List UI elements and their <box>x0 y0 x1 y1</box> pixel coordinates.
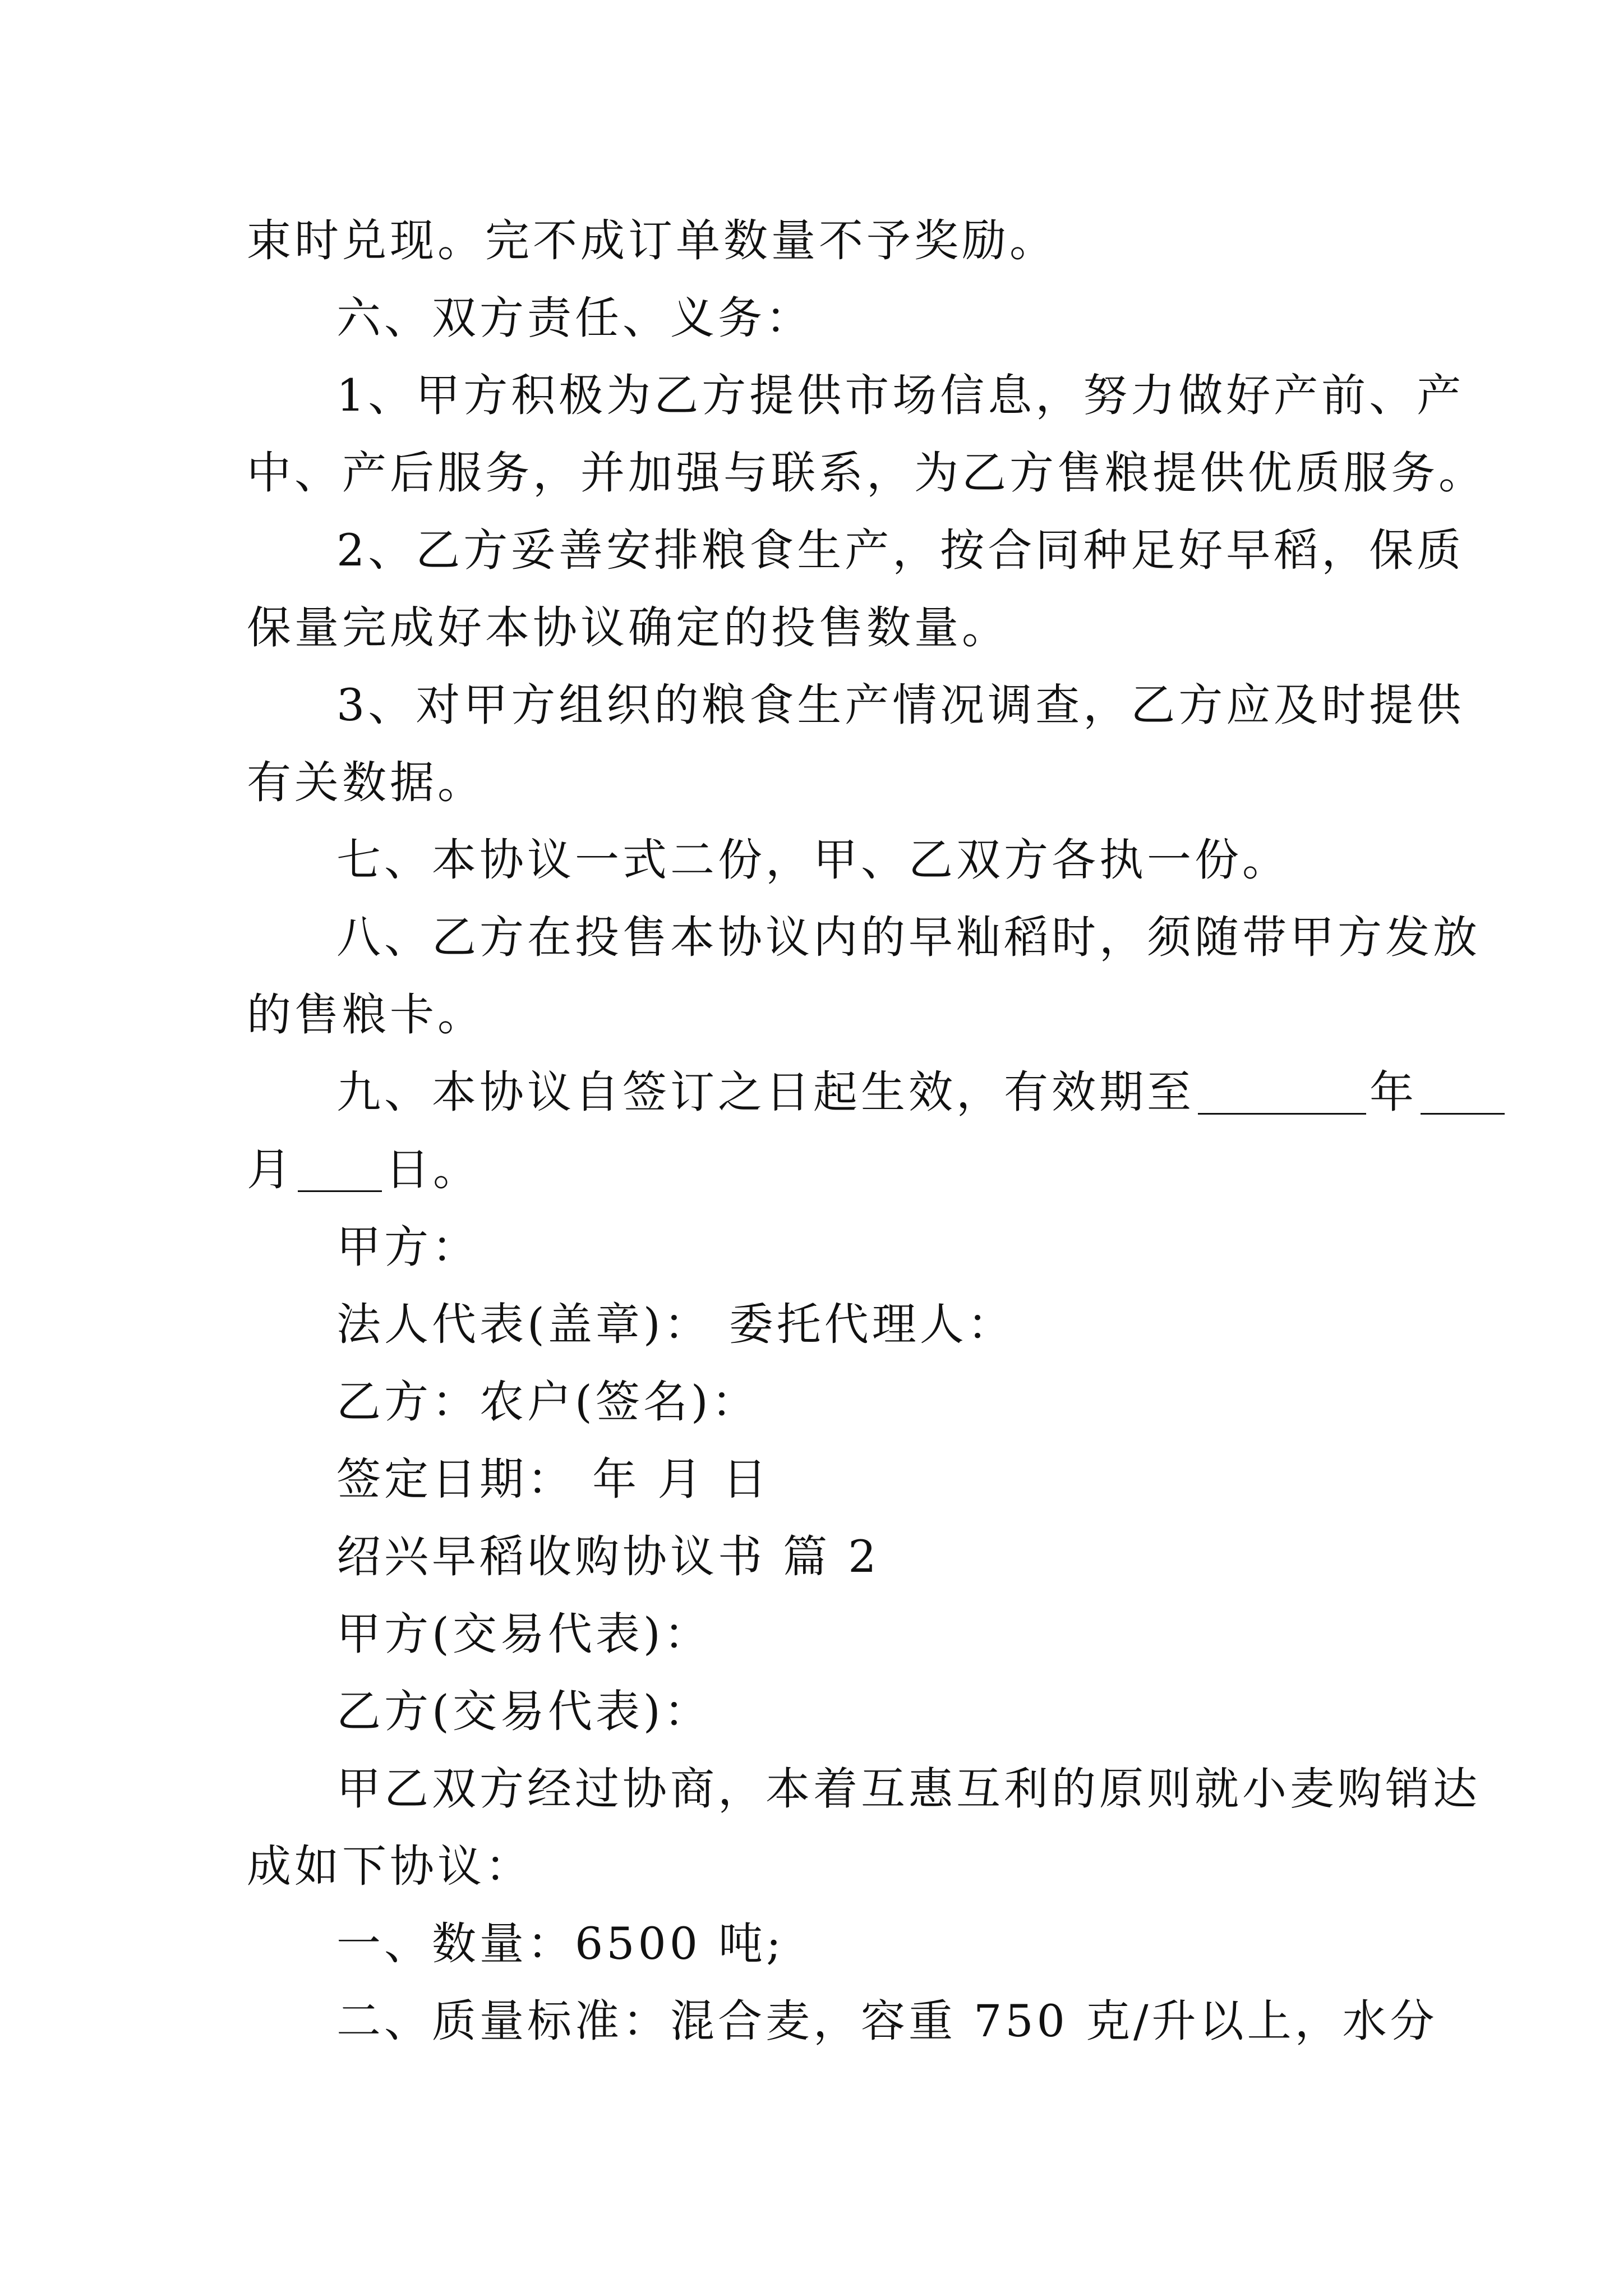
paragraph-line: 中、产后服务，并加强与联系，为乙方售粮提供优质服务。 <box>247 447 1486 499</box>
paragraph-line: 2、乙方妥善安排粮食生产，按合同种足好早稻，保质 <box>336 524 1465 576</box>
paragraph-line: 3、对甲方组织的粮食生产情况调查，乙方应及时提供 <box>336 679 1465 731</box>
quality-clause: 二、质量标准：混合麦，容重 750 克/升以上，水分 <box>336 1995 1438 2047</box>
validity-line-cont <box>247 1144 481 1195</box>
party-b-label: 乙方：农户(签名)： <box>336 1376 759 1428</box>
section-heading: 六、双方责任、义务： <box>336 292 813 344</box>
paragraph-line: 的售粮卡。 <box>247 989 485 1041</box>
paragraph-line: 束时兑现。完不成订单数量不予奖励。 <box>247 215 1057 266</box>
paragraph-line: 有关数据。 <box>247 757 485 808</box>
month-label: 月 <box>247 1144 294 1195</box>
validity-line <box>336 1066 1508 1118</box>
year-blank <box>1198 1074 1366 1115</box>
paragraph-line: 保量完成好本协议确定的投售数量。 <box>247 602 1009 654</box>
section-heading: 八、乙方在投售本协议内的早籼稻时，须随带甲方发放 <box>336 912 1481 963</box>
section-heading: 七、本协议一式二份，甲、乙双方各执一份。 <box>336 834 1290 886</box>
legal-rep-line: 法人代表(盖章)： 委托代理人： <box>336 1299 1015 1350</box>
day-blank <box>298 1151 382 1192</box>
day-label: 日。 <box>385 1144 481 1195</box>
month-blank <box>1421 1074 1505 1115</box>
paragraph-line: 1、甲方积极为乙方提供市场信息，努力做好产前、产 <box>336 370 1465 421</box>
year-label: 年 <box>1370 1066 1417 1118</box>
party-a-label: 甲方： <box>336 1221 479 1273</box>
validity-text: 九、本协议自签订之日起生效，有效期至 <box>336 1066 1195 1118</box>
sign-date-line: 签定日期： 年 月 日 <box>336 1453 771 1505</box>
paragraph-line: 成如下协议： <box>247 1841 533 1892</box>
party-a-rep: 甲方(交易代表)： <box>336 1608 712 1660</box>
quantity-clause: 一、数量：6500 吨; <box>336 1918 785 1970</box>
party-b-rep: 乙方(交易代表)： <box>336 1686 712 1737</box>
document-subtitle: 绍兴早稻收购协议书 篇 2 <box>336 1531 880 1582</box>
paragraph-line: 甲乙双方经过协商，本着互惠互利的原则就小麦购销达 <box>336 1763 1481 1815</box>
